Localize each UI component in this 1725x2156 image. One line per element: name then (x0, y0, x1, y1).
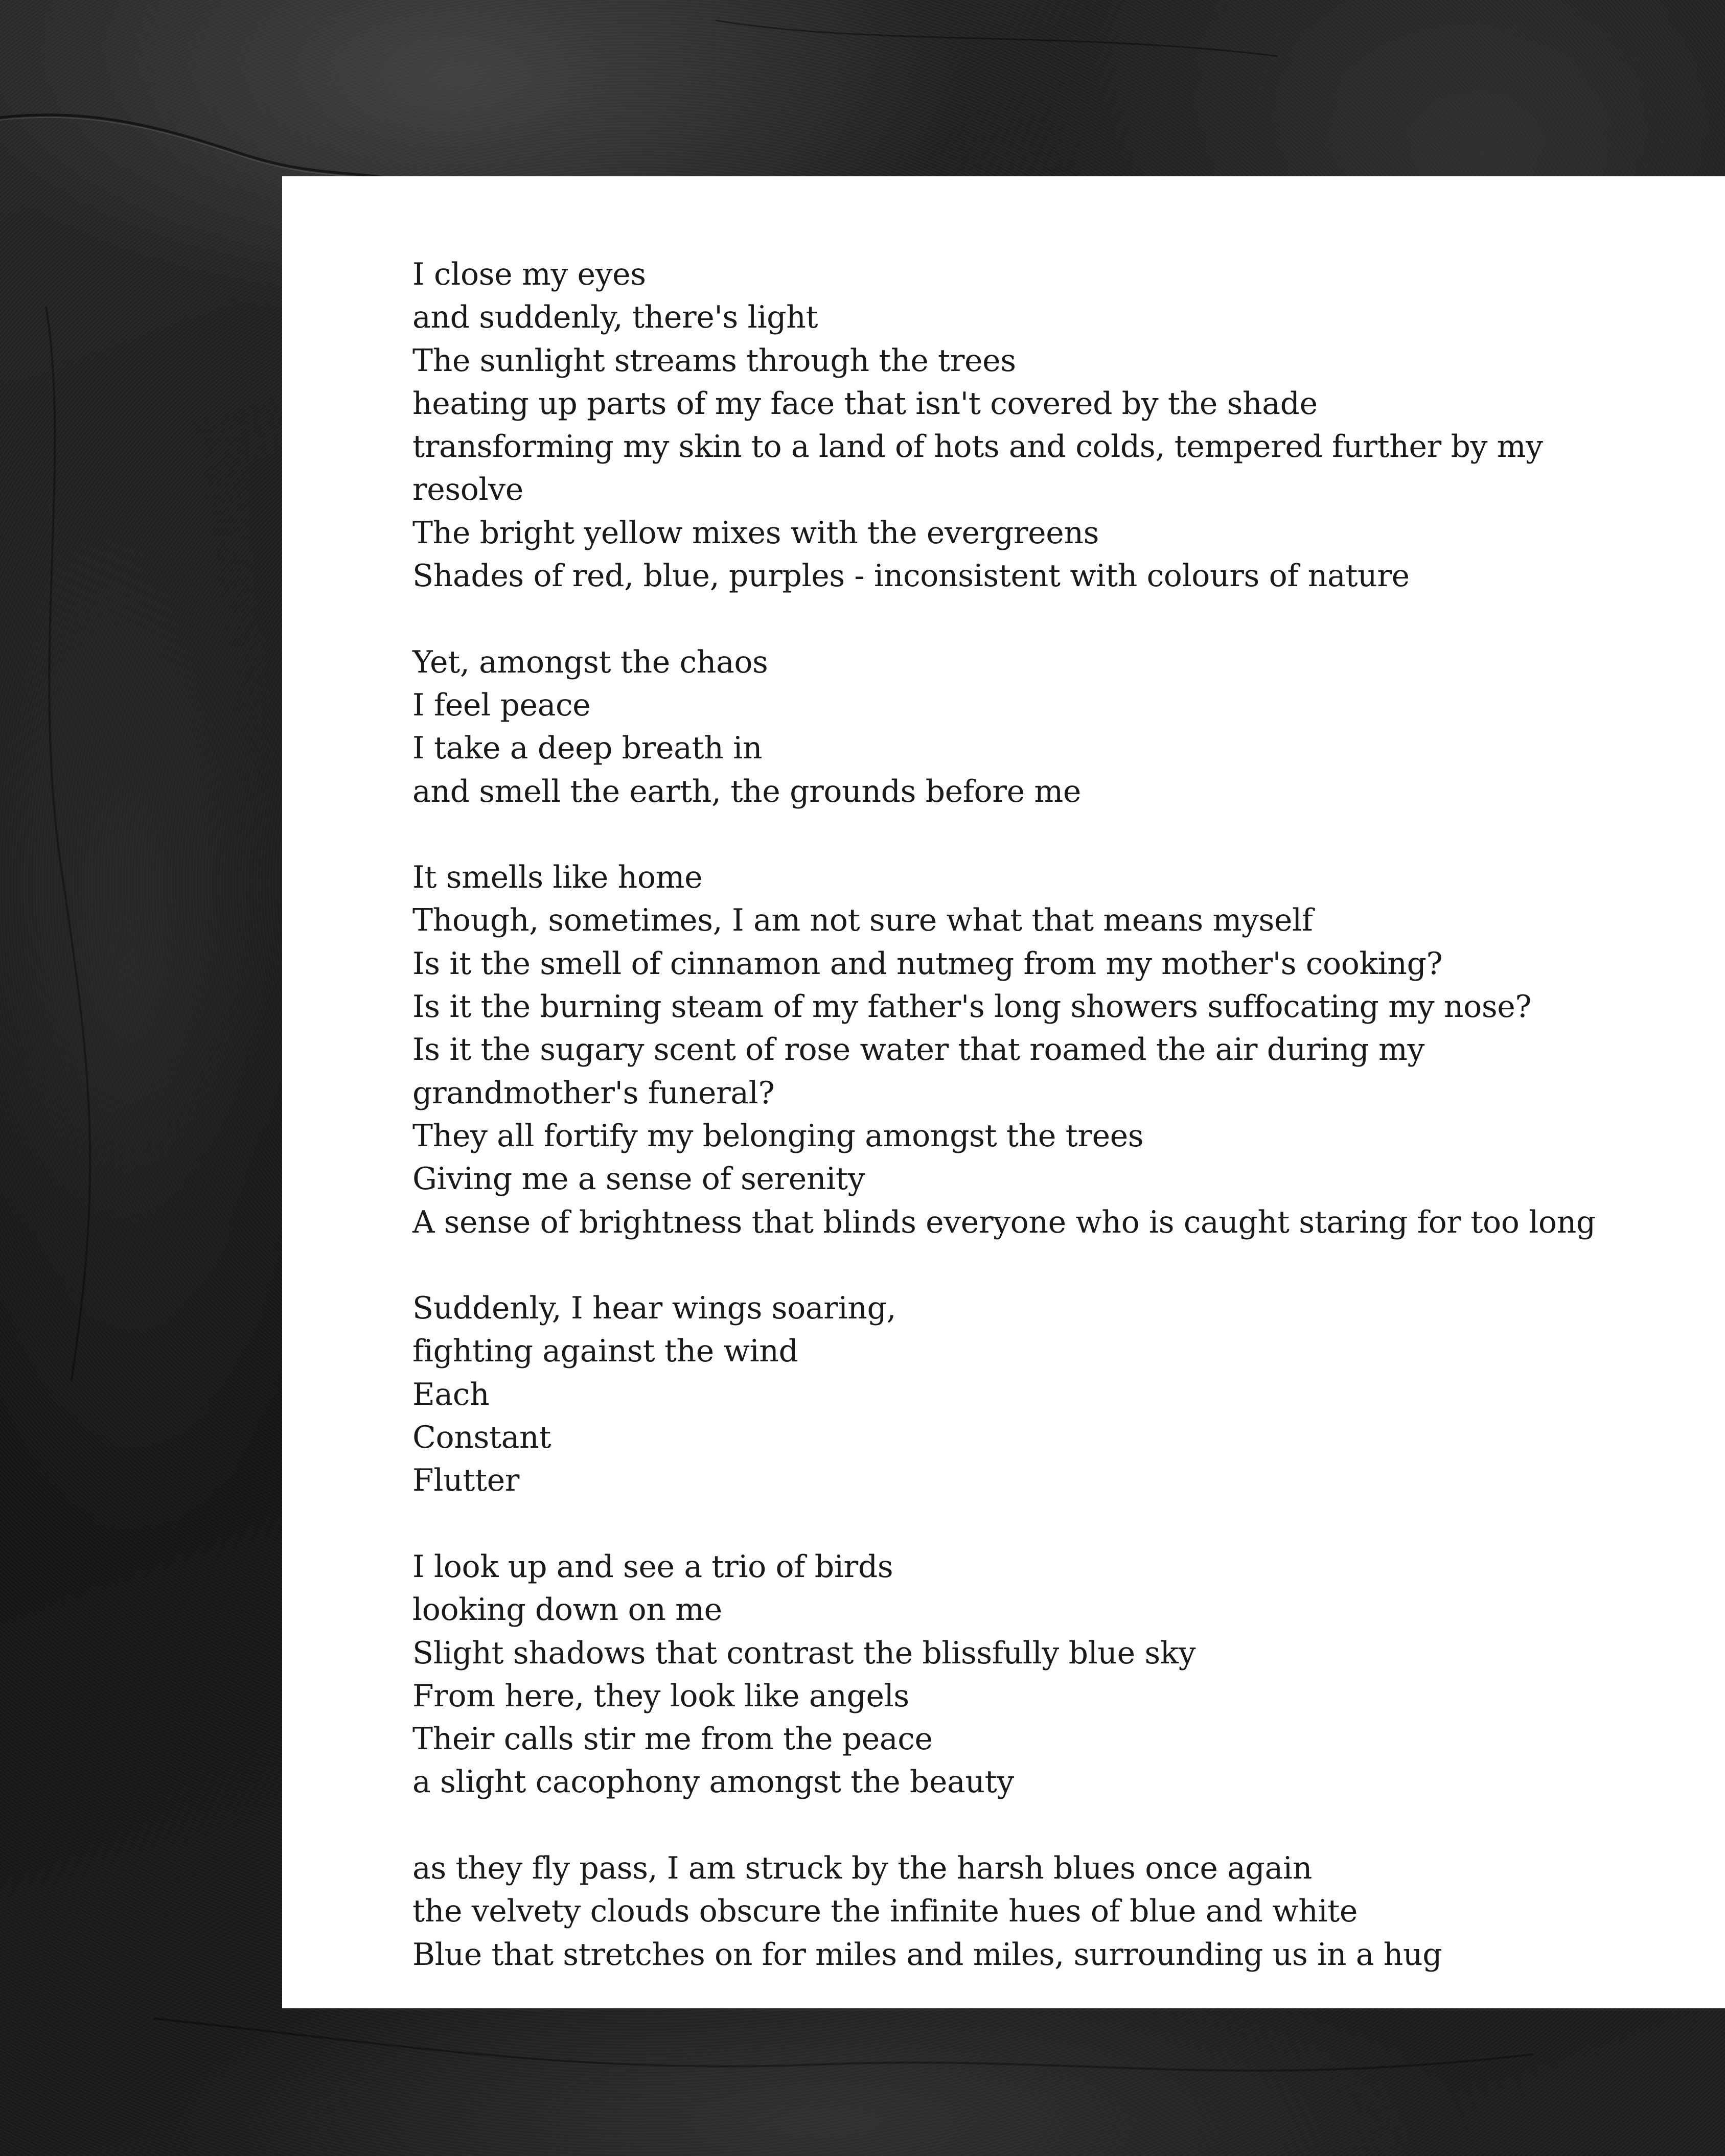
poem-page (282, 176, 1725, 2008)
stanza (412, 856, 1639, 1244)
poem-line: It smells like home (412, 860, 703, 896)
poem-line: Shades of red, blue, purples - inconsistent with colours of nature (412, 558, 1410, 594)
poem-line: Is it the smell of cinnamon and nutmeg from my mother's cooking? (412, 945, 1443, 982)
poem-line: fighting against the wind (412, 1333, 798, 1370)
poem-line: transforming my skin to a land of hots and colds, tempered further by my resolve (412, 429, 1553, 508)
poem-line: and suddenly, there's light (412, 299, 818, 336)
poem-line: Is it the burning steam of my father's long showers suffocating my nose? (412, 989, 1532, 1025)
poem-line: I feel peace (412, 687, 591, 723)
poem-line: The sunlight streams through the trees (412, 342, 1016, 379)
stanza (412, 641, 1639, 813)
poem-line: the velvety clouds obscure the infinite hues of blue and white (412, 1893, 1358, 1930)
poem-line: Giving me a sense of serenity (412, 1161, 865, 1197)
poem-line: as they fly pass, I am struck by the harsh blues once again (412, 1850, 1312, 1886)
poem-line: From here, they look like angels (412, 1678, 909, 1714)
poem-line: Is it the sugary scent of rose water that roamed the air during my grandmother's funeral? (412, 1032, 1434, 1111)
poem-text (412, 253, 1639, 1976)
poem-line: Yet, amongst the chaos (412, 644, 768, 680)
poem-line: The bright yellow mixes with the evergreens (412, 515, 1099, 551)
poem-line: Blue that stretches on for miles and miles, surrounding us in a hug (412, 1936, 1442, 1973)
poem-line: They all fortify my belonging amongst the trees (412, 1118, 1144, 1154)
stanza (412, 1847, 1639, 1976)
poem-line: a slight cacophony amongst the beauty (412, 1764, 1014, 1800)
poem-line: heating up parts of my face that isn't covered by the shade (412, 385, 1318, 422)
poem-line: Each (412, 1376, 490, 1412)
poem-line: Constant (412, 1420, 551, 1456)
poem-line: looking down on me (412, 1592, 722, 1628)
poem-line: and smell the earth, the grounds before me (412, 773, 1081, 809)
poem-line: I look up and see a trio of birds (412, 1548, 893, 1585)
stanza (412, 1545, 1639, 1804)
poem-line: Flutter (412, 1463, 520, 1499)
poem-line: Slight shadows that contrast the blissfully blue sky (412, 1635, 1196, 1671)
stanza (412, 1287, 1639, 1502)
poem-line: I close my eyes (412, 257, 646, 292)
poem-line: Their calls stir me from the peace (412, 1721, 933, 1757)
poem-line: Suddenly, I hear wings soaring, (412, 1290, 896, 1327)
poem-line: A sense of brightness that blinds everyone who is caught staring for too long (412, 1204, 1596, 1240)
poem-line: I take a deep breath in (412, 730, 763, 767)
poem-line: Though, sometimes, I am not sure what that means myself (412, 902, 1313, 939)
stanza (412, 253, 1639, 597)
